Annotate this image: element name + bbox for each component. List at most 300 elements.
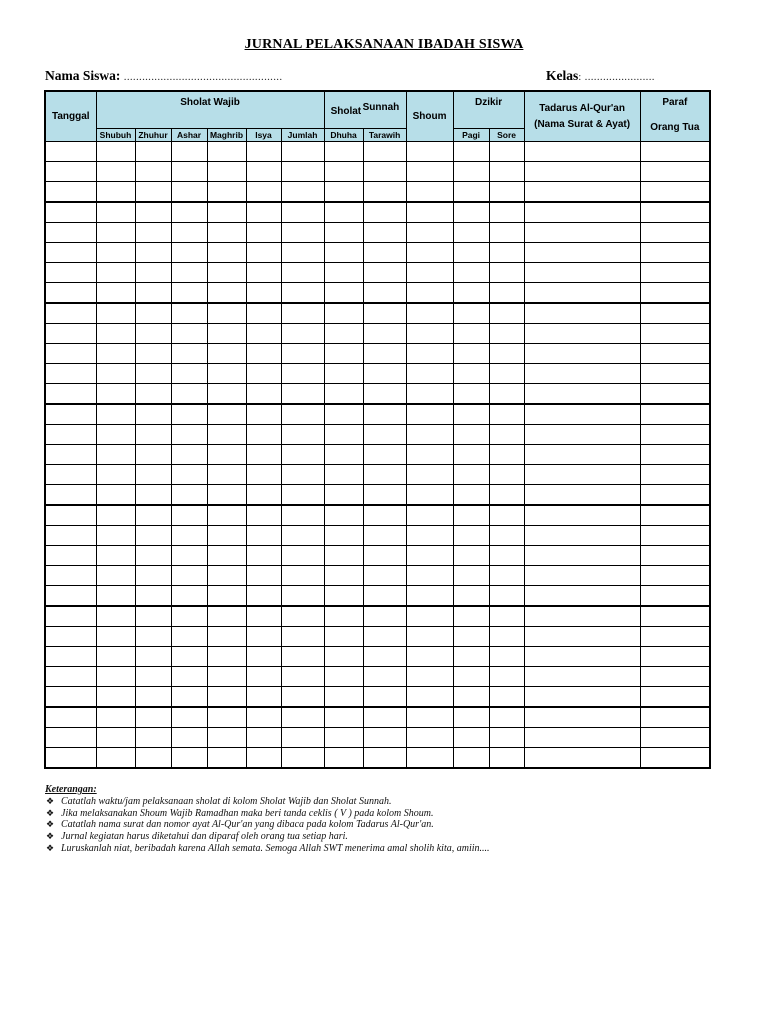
journal-cell[interactable] — [135, 223, 171, 243]
journal-cell[interactable] — [453, 303, 489, 324]
journal-cell[interactable] — [524, 627, 640, 647]
journal-cell[interactable] — [135, 707, 171, 728]
journal-cell[interactable] — [96, 404, 135, 425]
journal-cell[interactable] — [45, 202, 96, 223]
journal-cell[interactable] — [363, 566, 406, 586]
journal-cell[interactable] — [489, 586, 524, 607]
journal-cell[interactable] — [171, 202, 207, 223]
journal-cell[interactable] — [96, 384, 135, 405]
journal-cell[interactable] — [281, 606, 324, 627]
journal-cell[interactable] — [363, 425, 406, 445]
journal-cell[interactable] — [246, 647, 281, 667]
journal-cell[interactable] — [171, 404, 207, 425]
journal-cell[interactable] — [171, 647, 207, 667]
journal-cell[interactable] — [406, 485, 453, 506]
journal-cell[interactable] — [246, 586, 281, 607]
journal-cell[interactable] — [281, 526, 324, 546]
journal-cell[interactable] — [207, 142, 246, 162]
journal-cell[interactable] — [246, 748, 281, 769]
journal-cell[interactable] — [453, 384, 489, 405]
journal-cell[interactable] — [363, 223, 406, 243]
journal-cell[interactable] — [171, 667, 207, 687]
journal-cell[interactable] — [324, 485, 363, 506]
journal-cell[interactable] — [406, 223, 453, 243]
journal-cell[interactable] — [489, 364, 524, 384]
journal-cell[interactable] — [45, 425, 96, 445]
journal-cell[interactable] — [363, 586, 406, 607]
journal-cell[interactable] — [207, 728, 246, 748]
journal-cell[interactable] — [640, 162, 710, 182]
journal-cell[interactable] — [207, 425, 246, 445]
journal-cell[interactable] — [453, 485, 489, 506]
journal-cell[interactable] — [453, 505, 489, 526]
journal-cell[interactable] — [363, 687, 406, 708]
journal-cell[interactable] — [171, 485, 207, 506]
journal-cell[interactable] — [489, 162, 524, 182]
journal-cell[interactable] — [406, 344, 453, 364]
journal-cell[interactable] — [324, 526, 363, 546]
journal-cell[interactable] — [453, 586, 489, 607]
journal-cell[interactable] — [453, 283, 489, 304]
journal-cell[interactable] — [281, 223, 324, 243]
journal-cell[interactable] — [171, 627, 207, 647]
journal-cell[interactable] — [324, 667, 363, 687]
journal-cell[interactable] — [246, 283, 281, 304]
journal-cell[interactable] — [45, 404, 96, 425]
journal-cell[interactable] — [135, 445, 171, 465]
journal-cell[interactable] — [45, 142, 96, 162]
journal-cell[interactable] — [135, 425, 171, 445]
journal-cell[interactable] — [640, 627, 710, 647]
journal-cell[interactable] — [363, 728, 406, 748]
journal-cell[interactable] — [135, 384, 171, 405]
journal-cell[interactable] — [281, 324, 324, 344]
journal-cell[interactable] — [363, 465, 406, 485]
journal-cell[interactable] — [96, 546, 135, 566]
journal-cell[interactable] — [406, 526, 453, 546]
journal-cell[interactable] — [489, 667, 524, 687]
journal-cell[interactable] — [363, 364, 406, 384]
journal-cell[interactable] — [324, 263, 363, 283]
journal-cell[interactable] — [135, 182, 171, 203]
journal-cell[interactable] — [489, 182, 524, 203]
journal-cell[interactable] — [207, 324, 246, 344]
journal-cell[interactable] — [489, 627, 524, 647]
journal-cell[interactable] — [135, 606, 171, 627]
journal-cell[interactable] — [135, 465, 171, 485]
journal-cell[interactable] — [524, 425, 640, 445]
journal-cell[interactable] — [171, 526, 207, 546]
journal-cell[interactable] — [363, 404, 406, 425]
journal-cell[interactable] — [524, 263, 640, 283]
journal-cell[interactable] — [324, 586, 363, 607]
journal-cell[interactable] — [207, 586, 246, 607]
journal-cell[interactable] — [45, 384, 96, 405]
journal-cell[interactable] — [324, 627, 363, 647]
journal-cell[interactable] — [363, 162, 406, 182]
journal-cell[interactable] — [324, 202, 363, 223]
journal-cell[interactable] — [96, 728, 135, 748]
journal-cell[interactable] — [324, 182, 363, 203]
journal-cell[interactable] — [246, 202, 281, 223]
journal-cell[interactable] — [363, 505, 406, 526]
journal-cell[interactable] — [489, 425, 524, 445]
journal-cell[interactable] — [45, 445, 96, 465]
journal-cell[interactable] — [281, 404, 324, 425]
journal-cell[interactable] — [281, 364, 324, 384]
journal-cell[interactable] — [640, 445, 710, 465]
journal-cell[interactable] — [135, 364, 171, 384]
journal-cell[interactable] — [207, 647, 246, 667]
journal-cell[interactable] — [324, 303, 363, 324]
journal-cell[interactable] — [96, 364, 135, 384]
journal-cell[interactable] — [45, 566, 96, 586]
journal-cell[interactable] — [453, 344, 489, 364]
journal-cell[interactable] — [406, 707, 453, 728]
journal-cell[interactable] — [96, 283, 135, 304]
journal-cell[interactable] — [246, 243, 281, 263]
journal-cell[interactable] — [406, 162, 453, 182]
journal-cell[interactable] — [524, 465, 640, 485]
student-name-blank[interactable]: .................................................... — [123, 71, 283, 83]
journal-cell[interactable] — [207, 162, 246, 182]
journal-cell[interactable] — [406, 263, 453, 283]
journal-cell[interactable] — [489, 142, 524, 162]
journal-cell[interactable] — [489, 202, 524, 223]
journal-cell[interactable] — [640, 566, 710, 586]
journal-cell[interactable] — [363, 263, 406, 283]
journal-cell[interactable] — [281, 243, 324, 263]
journal-cell[interactable] — [96, 344, 135, 364]
journal-cell[interactable] — [281, 283, 324, 304]
journal-cell[interactable] — [171, 566, 207, 586]
journal-cell[interactable] — [96, 687, 135, 708]
journal-cell[interactable] — [324, 566, 363, 586]
journal-cell[interactable] — [45, 586, 96, 607]
journal-cell[interactable] — [45, 182, 96, 203]
journal-cell[interactable] — [524, 162, 640, 182]
journal-cell[interactable] — [489, 283, 524, 304]
journal-cell[interactable] — [45, 647, 96, 667]
journal-cell[interactable] — [324, 243, 363, 263]
journal-cell[interactable] — [406, 324, 453, 344]
journal-cell[interactable] — [640, 465, 710, 485]
journal-cell[interactable] — [207, 182, 246, 203]
journal-cell[interactable] — [363, 707, 406, 728]
journal-cell[interactable] — [453, 223, 489, 243]
journal-cell[interactable] — [96, 243, 135, 263]
journal-cell[interactable] — [453, 182, 489, 203]
journal-cell[interactable] — [363, 182, 406, 203]
journal-cell[interactable] — [524, 364, 640, 384]
journal-cell[interactable] — [171, 465, 207, 485]
journal-cell[interactable] — [406, 384, 453, 405]
journal-cell[interactable] — [135, 485, 171, 506]
journal-cell[interactable] — [96, 202, 135, 223]
journal-cell[interactable] — [406, 182, 453, 203]
journal-cell[interactable] — [453, 263, 489, 283]
journal-cell[interactable] — [363, 647, 406, 667]
journal-cell[interactable] — [207, 667, 246, 687]
journal-cell[interactable] — [207, 546, 246, 566]
journal-cell[interactable] — [207, 263, 246, 283]
journal-cell[interactable] — [489, 546, 524, 566]
journal-cell[interactable] — [207, 526, 246, 546]
journal-cell[interactable] — [246, 162, 281, 182]
journal-cell[interactable] — [45, 667, 96, 687]
journal-cell[interactable] — [324, 364, 363, 384]
journal-cell[interactable] — [640, 384, 710, 405]
journal-cell[interactable] — [281, 445, 324, 465]
journal-cell[interactable] — [207, 485, 246, 506]
journal-cell[interactable] — [363, 303, 406, 324]
journal-cell[interactable] — [453, 728, 489, 748]
journal-cell[interactable] — [207, 505, 246, 526]
journal-cell[interactable] — [406, 546, 453, 566]
journal-cell[interactable] — [96, 707, 135, 728]
journal-cell[interactable] — [524, 687, 640, 708]
journal-cell[interactable] — [207, 223, 246, 243]
journal-cell[interactable] — [246, 667, 281, 687]
journal-cell[interactable] — [640, 283, 710, 304]
journal-cell[interactable] — [489, 344, 524, 364]
journal-cell[interactable] — [281, 425, 324, 445]
journal-cell[interactable] — [45, 162, 96, 182]
journal-cell[interactable] — [135, 627, 171, 647]
journal-cell[interactable] — [246, 485, 281, 506]
journal-cell[interactable] — [324, 344, 363, 364]
journal-cell[interactable] — [363, 445, 406, 465]
journal-cell[interactable] — [171, 303, 207, 324]
journal-cell[interactable] — [489, 324, 524, 344]
journal-cell[interactable] — [453, 445, 489, 465]
journal-cell[interactable] — [171, 364, 207, 384]
journal-cell[interactable] — [489, 263, 524, 283]
journal-cell[interactable] — [640, 586, 710, 607]
journal-cell[interactable] — [524, 546, 640, 566]
journal-cell[interactable] — [135, 546, 171, 566]
journal-cell[interactable] — [453, 687, 489, 708]
journal-cell[interactable] — [524, 606, 640, 627]
journal-cell[interactable] — [171, 425, 207, 445]
journal-cell[interactable] — [171, 606, 207, 627]
journal-cell[interactable] — [324, 546, 363, 566]
journal-cell[interactable] — [524, 485, 640, 506]
journal-cell[interactable] — [363, 485, 406, 506]
journal-cell[interactable] — [489, 647, 524, 667]
journal-cell[interactable] — [524, 202, 640, 223]
journal-cell[interactable] — [45, 364, 96, 384]
journal-cell[interactable] — [45, 707, 96, 728]
journal-cell[interactable] — [489, 526, 524, 546]
journal-cell[interactable] — [246, 324, 281, 344]
journal-cell[interactable] — [406, 687, 453, 708]
journal-cell[interactable] — [207, 202, 246, 223]
journal-cell[interactable] — [207, 687, 246, 708]
journal-cell[interactable] — [524, 384, 640, 405]
journal-cell[interactable] — [171, 344, 207, 364]
journal-cell[interactable] — [207, 707, 246, 728]
journal-cell[interactable] — [45, 627, 96, 647]
journal-cell[interactable] — [640, 364, 710, 384]
journal-cell[interactable] — [171, 283, 207, 304]
journal-cell[interactable] — [96, 748, 135, 769]
journal-cell[interactable] — [207, 445, 246, 465]
journal-cell[interactable] — [171, 445, 207, 465]
journal-cell[interactable] — [489, 566, 524, 586]
journal-cell[interactable] — [135, 728, 171, 748]
journal-cell[interactable] — [453, 324, 489, 344]
journal-cell[interactable] — [45, 465, 96, 485]
journal-cell[interactable] — [207, 566, 246, 586]
journal-cell[interactable] — [324, 707, 363, 728]
journal-cell[interactable] — [281, 465, 324, 485]
journal-cell[interactable] — [640, 687, 710, 708]
journal-cell[interactable] — [640, 223, 710, 243]
journal-cell[interactable] — [453, 404, 489, 425]
journal-cell[interactable] — [207, 627, 246, 647]
journal-cell[interactable] — [135, 748, 171, 769]
journal-cell[interactable] — [489, 223, 524, 243]
journal-cell[interactable] — [135, 303, 171, 324]
journal-cell[interactable] — [324, 142, 363, 162]
journal-cell[interactable] — [45, 526, 96, 546]
journal-cell[interactable] — [45, 263, 96, 283]
journal-cell[interactable] — [45, 687, 96, 708]
journal-cell[interactable] — [406, 243, 453, 263]
journal-cell[interactable] — [135, 263, 171, 283]
journal-cell[interactable] — [135, 404, 171, 425]
journal-cell[interactable] — [96, 445, 135, 465]
journal-cell[interactable] — [324, 404, 363, 425]
journal-cell[interactable] — [45, 485, 96, 506]
journal-cell[interactable] — [406, 586, 453, 607]
journal-cell[interactable] — [207, 243, 246, 263]
journal-cell[interactable] — [135, 586, 171, 607]
journal-cell[interactable] — [281, 687, 324, 708]
journal-cell[interactable] — [246, 445, 281, 465]
journal-cell[interactable] — [135, 324, 171, 344]
journal-cell[interactable] — [453, 667, 489, 687]
journal-cell[interactable] — [281, 263, 324, 283]
journal-cell[interactable] — [324, 647, 363, 667]
journal-cell[interactable] — [406, 748, 453, 769]
journal-cell[interactable] — [207, 404, 246, 425]
journal-cell[interactable] — [324, 687, 363, 708]
journal-cell[interactable] — [640, 606, 710, 627]
journal-cell[interactable] — [406, 142, 453, 162]
journal-cell[interactable] — [246, 404, 281, 425]
journal-cell[interactable] — [207, 384, 246, 405]
journal-cell[interactable] — [453, 647, 489, 667]
journal-cell[interactable] — [281, 142, 324, 162]
journal-cell[interactable] — [171, 728, 207, 748]
journal-cell[interactable] — [281, 384, 324, 405]
journal-cell[interactable] — [171, 687, 207, 708]
journal-cell[interactable] — [281, 303, 324, 324]
journal-cell[interactable] — [640, 485, 710, 506]
journal-cell[interactable] — [640, 202, 710, 223]
journal-cell[interactable] — [524, 243, 640, 263]
journal-cell[interactable] — [489, 465, 524, 485]
journal-cell[interactable] — [281, 344, 324, 364]
journal-cell[interactable] — [281, 202, 324, 223]
journal-cell[interactable] — [324, 425, 363, 445]
journal-cell[interactable] — [524, 182, 640, 203]
journal-cell[interactable] — [489, 687, 524, 708]
journal-cell[interactable] — [453, 566, 489, 586]
journal-cell[interactable] — [96, 566, 135, 586]
journal-cell[interactable] — [640, 303, 710, 324]
journal-cell[interactable] — [324, 324, 363, 344]
journal-cell[interactable] — [207, 364, 246, 384]
journal-cell[interactable] — [45, 303, 96, 324]
journal-cell[interactable] — [246, 303, 281, 324]
journal-cell[interactable] — [640, 526, 710, 546]
journal-cell[interactable] — [135, 344, 171, 364]
journal-cell[interactable] — [524, 667, 640, 687]
journal-cell[interactable] — [640, 748, 710, 769]
journal-cell[interactable] — [363, 202, 406, 223]
journal-cell[interactable] — [281, 485, 324, 506]
journal-cell[interactable] — [281, 505, 324, 526]
journal-cell[interactable] — [640, 546, 710, 566]
journal-cell[interactable] — [324, 162, 363, 182]
journal-cell[interactable] — [135, 202, 171, 223]
journal-cell[interactable] — [96, 627, 135, 647]
journal-cell[interactable] — [406, 505, 453, 526]
journal-cell[interactable] — [640, 243, 710, 263]
class-field[interactable] — [546, 68, 655, 84]
journal-cell[interactable] — [363, 384, 406, 405]
journal-cell[interactable] — [135, 647, 171, 667]
journal-cell[interactable] — [324, 283, 363, 304]
journal-cell[interactable] — [524, 566, 640, 586]
journal-cell[interactable] — [406, 728, 453, 748]
journal-cell[interactable] — [640, 728, 710, 748]
journal-cell[interactable] — [246, 606, 281, 627]
journal-cell[interactable] — [524, 526, 640, 546]
journal-cell[interactable] — [524, 647, 640, 667]
journal-cell[interactable] — [96, 182, 135, 203]
journal-cell[interactable] — [135, 526, 171, 546]
journal-cell[interactable] — [640, 667, 710, 687]
journal-cell[interactable] — [281, 566, 324, 586]
journal-cell[interactable] — [363, 283, 406, 304]
journal-cell[interactable] — [171, 707, 207, 728]
journal-cell[interactable] — [246, 566, 281, 586]
journal-cell[interactable] — [246, 505, 281, 526]
journal-cell[interactable] — [453, 627, 489, 647]
journal-cell[interactable] — [324, 728, 363, 748]
journal-cell[interactable] — [96, 324, 135, 344]
journal-cell[interactable] — [524, 142, 640, 162]
journal-cell[interactable] — [453, 707, 489, 728]
journal-cell[interactable] — [281, 586, 324, 607]
journal-cell[interactable] — [45, 283, 96, 304]
journal-cell[interactable] — [524, 586, 640, 607]
journal-cell[interactable] — [45, 546, 96, 566]
journal-cell[interactable] — [246, 182, 281, 203]
journal-cell[interactable] — [406, 283, 453, 304]
journal-cell[interactable] — [207, 748, 246, 769]
journal-cell[interactable] — [324, 505, 363, 526]
journal-cell[interactable] — [281, 728, 324, 748]
journal-cell[interactable] — [453, 364, 489, 384]
journal-cell[interactable] — [246, 263, 281, 283]
journal-cell[interactable] — [489, 303, 524, 324]
journal-cell[interactable] — [406, 667, 453, 687]
